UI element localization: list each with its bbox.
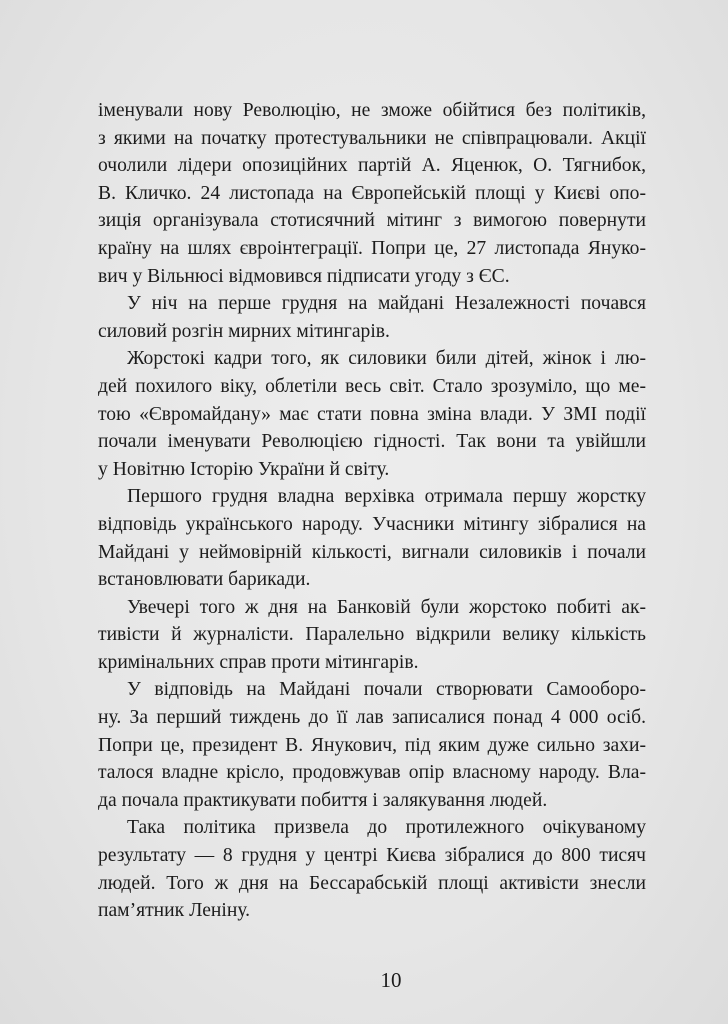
text-line: зиція організувала стотисячний мітинг з вимогою повернути [98,210,646,232]
text-line: Жорстокі кадри того, як силовики били дітей, жінок і лю- [127,348,646,370]
paragraph [98,594,646,677]
text-line: тивісти й журналісти. Паралельно відкрили велику кількість [98,624,646,646]
paragraph [98,290,646,345]
text-line: тою «Євромайдану» має стати повна зміна влади. У ЗМІ події [98,403,646,425]
text-line: результату — 8 грудня у центрі Києва зібралися до 800 тисяч [98,845,646,867]
text-line: У відповідь на Майдані почали створювати Самооборо- [127,679,646,701]
text-line: людей. Того ж дня на Бессарабській площі активісти знесли [98,872,646,894]
text-line: встановлювати барикади. [98,569,311,591]
page-body-text [98,97,646,925]
text-line: з якими на початку протестувальники не співпрацювали. Акції [98,127,646,149]
text-line: Майдані у неймовірній кількості, вигнали силовиків і почали [98,541,646,563]
text-line: В. Кличко. 24 листопада на Європейській площі у Києві опо- [98,182,646,204]
text-line: іменували нову Революцію, не зможе обійтися без політиків, [98,100,646,121]
paragraph [98,814,646,924]
text-line: дей похилого віку, облетіли весь світ. Стало зрозуміло, що ме- [98,375,646,397]
paragraph [98,676,646,814]
text-line: ну. За перший тиждень до її лав записалися понад 4 000 осіб. [98,707,646,729]
paragraph [98,97,646,290]
paragraph [98,483,646,593]
text-line: да почала практикувати побиття і залякування людей. [98,789,548,811]
text-line: пам’ятник Леніну. [98,900,251,922]
text-line: кримінальних справ проти мітингарів. [98,651,419,673]
text-line: вич у Вільнюсі відмовився підписати угоду з ЄС. [98,265,510,287]
page-number: 10 [380,968,402,992]
text-line: очолили лідери опозиційних партій А. Яценюк, О. Тягнибок, [98,155,646,177]
text-line: силовий розгін мирних мітингарів. [98,320,390,342]
text-line: почали іменувати Революцією гідності. Так вони та увійшли [98,431,646,453]
text-line: У ніч на перше грудня на майдані Незалежності почався [127,293,646,315]
text-line: Увечері того ж дня на Банковій були жорстоко побиті ак- [127,596,646,618]
text-line: талося владне крісло, продовжував опір власному народу. Вла- [98,762,646,784]
text-line: Така політика призвела до протилежного очікуваному [127,817,646,839]
text-line: Попри це, президент В. Янукович, під яким дуже сильно захи- [98,734,646,756]
paragraph [98,345,646,483]
text-line: Першого грудня владна верхівка отримала першу жорстку [127,486,646,508]
text-line: у Новітню Історію України й світу. [98,458,390,480]
text-line: країну на шлях євроінтеграції. Попри це, 27 листопада Януко- [98,237,646,259]
text-line: відповідь українського народу. Учасники мітингу зібралися на [98,513,646,535]
